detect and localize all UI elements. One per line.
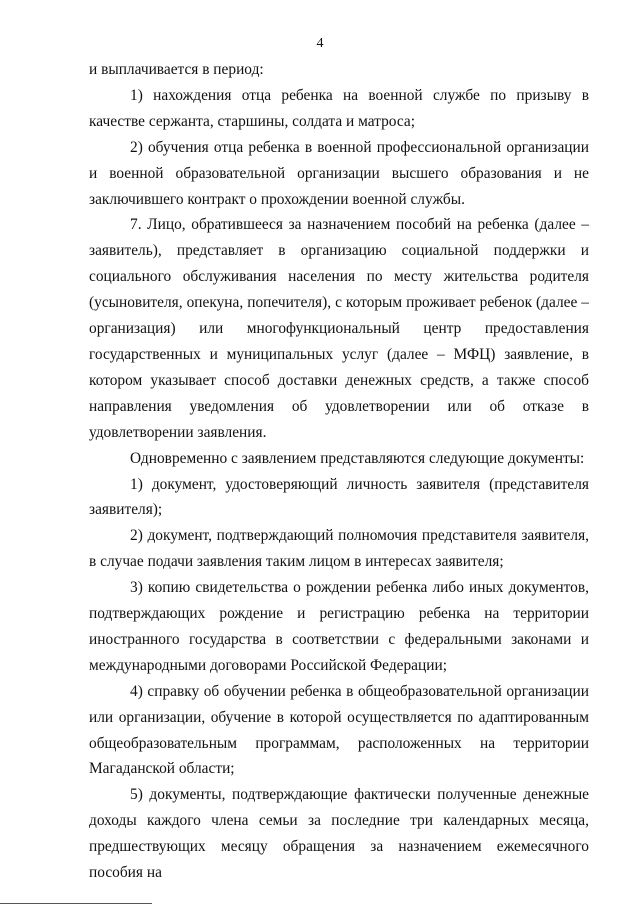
- page-number: 4: [316, 36, 324, 51]
- paragraph-item-1-military-service: 1) нахождения отца ребенка на военной службе по призыву в качестве сержанта, старшины, солдата и матроса;: [89, 86, 589, 130]
- paragraph-document-4: 4) справку об обучении ребенка в общеобразовательной организации или организации, обучение в которой осуществляется по адаптированным общеобразовательным программам, расположенных на территории Магаданской области;: [89, 682, 589, 778]
- paragraph-document-1: 1) документ, удостоверяющий личность заявителя (представителя заявителя);: [89, 475, 589, 519]
- paragraph-continuation: и выплачивается в период:: [89, 61, 264, 78]
- paragraph-document-3: 3) копию свидетельства о рождении ребенка либо иных документов, подтверждающих рождение и регистрацию ребенка на территории иностранного государства в соответствии с федеральными законами и международными договорами Российской Федерации;: [89, 579, 589, 674]
- footer-divider: [0, 903, 152, 904]
- paragraph-item-2-military-education: 2) обучения отца ребенка в военной профессиональной организации и военной образовательной организации высшего образования и не заключившего контракт о прохождении военной службы.: [89, 138, 589, 208]
- paragraph-document-5: 5) документы, подтверждающие фактически полученные денежные доходы каждого члена семьи за последние три календарных месяца, предшествующих месяцу обращения за назначением ежемесячного пособия на: [89, 786, 589, 882]
- paragraph-section-7: 7. Лицо, обратившееся за назначением пособий на ребенка (далее – заявитель), представляет в организацию социальной поддержки и социального обслуживания населения по месту жительства родителя (усыновителя, опекуна, попечителя), с которым проживает ребенок (далее – организация) или многофункциональный центр предоставления государственных и муниципальных услуг (далее – МФЦ) заявление, в котором указывает способ доставки денежных средств, а также способ направления уведомления об удовлетворении или об отказе в удовлетворении заявления.: [89, 216, 589, 441]
- paragraph-document-2: 2) документ, подтверждающий полномочия представителя заявителя, в случае подачи заявления таким лицом в интересах заявителя;: [89, 527, 589, 571]
- paragraph-documents-intro: Одновременно с заявлением представляются следующие документы:: [130, 449, 585, 467]
- document-body: [89, 57, 589, 886]
